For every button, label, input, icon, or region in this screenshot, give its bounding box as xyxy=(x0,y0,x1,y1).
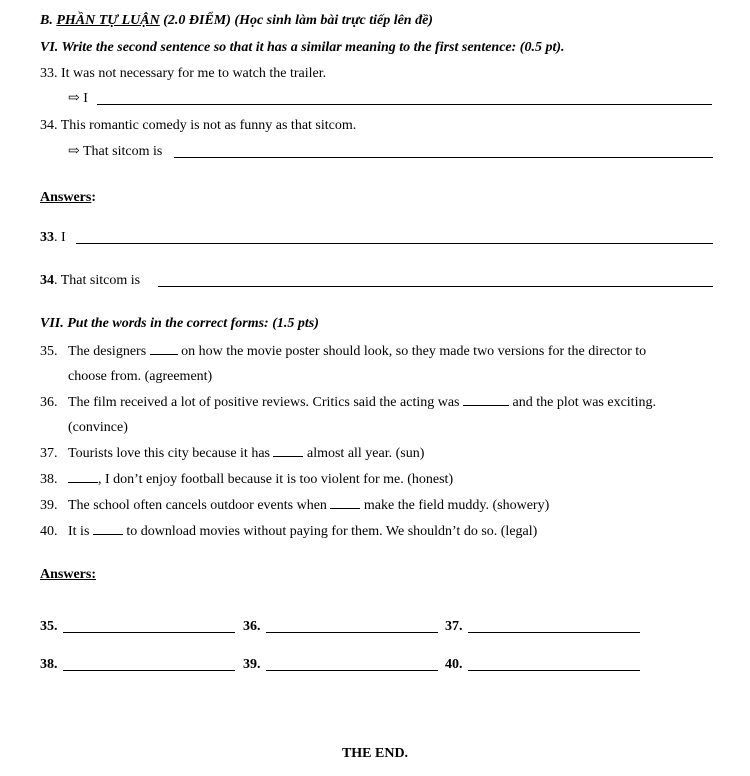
answer-blank-36[interactable] xyxy=(266,632,438,633)
answer-label-37: 37. xyxy=(445,619,463,634)
question-35: 35. The designers on how the movie poster should look, so they made two versions for the director to xyxy=(40,344,647,359)
blank-37[interactable] xyxy=(273,444,303,457)
blank-36[interactable] xyxy=(463,393,509,406)
question-33-rewrite: ⇨ I xyxy=(68,91,88,106)
question-36: 36. The film received a lot of positive reviews. Critics said the acting was and the plot was exciting. xyxy=(40,395,656,410)
answer-label-38: 38. xyxy=(40,657,58,672)
section-b-heading: B. PHẦN TỰ LUẬN (2.0 ĐIỂM) (Học sinh làm bài trực tiếp lên đề) xyxy=(40,13,433,28)
part-6-heading: VI. Write the second sentence so that it has a similar meaning to the first sentence: (0.5 pt). xyxy=(40,40,565,55)
the-end: THE END. xyxy=(341,746,409,761)
question-39: 39. The school often cancels outdoor events when make the field muddy. (showery) xyxy=(40,498,550,513)
question-34: 34. This romantic comedy is not as funny as that sitcom. xyxy=(40,118,357,133)
answer-blank-40[interactable] xyxy=(468,670,640,671)
question-40: 40. It is to download movies without paying for them. We shouldn’t do so. (legal) xyxy=(40,524,538,539)
question-33: 33. It was not necessary for me to watch the trailer. xyxy=(40,66,327,81)
answer-blank-39[interactable] xyxy=(266,670,438,671)
blank-35[interactable] xyxy=(150,342,178,355)
answer-label-40: 40. xyxy=(445,657,463,672)
answer-field-34[interactable] xyxy=(158,286,713,287)
answer-blank-35[interactable] xyxy=(63,632,235,633)
answer-label-35: 35. xyxy=(40,619,58,634)
answer-line-34[interactable] xyxy=(174,157,713,158)
question-34-rewrite: ⇨ That sitcom is xyxy=(68,144,163,159)
question-37: 37. Tourists love this city because it has almost all year. (sun) xyxy=(40,446,425,461)
answers-label-6: Answers: xyxy=(40,190,97,205)
answer-34: 34. That sitcom is xyxy=(40,273,141,288)
blank-40[interactable] xyxy=(93,522,123,535)
answer-label-36: 36. xyxy=(243,619,261,634)
answer-label-39: 39. xyxy=(243,657,261,672)
answer-field-33[interactable] xyxy=(76,243,713,244)
question-35-line2: choose from. (agreement) xyxy=(68,369,213,384)
answer-line-33[interactable] xyxy=(97,104,712,105)
answer-33: 33. I xyxy=(40,230,66,245)
arrow-right-icon: ⇨ xyxy=(68,144,80,159)
arrow-right-icon: ⇨ xyxy=(68,91,80,106)
blank-38[interactable] xyxy=(68,470,98,483)
question-38: 38. , I don’t enjoy football because it is too violent for me. (honest) xyxy=(40,472,454,487)
part-7-heading: VII. Put the words in the correct forms: (1.5 pts) xyxy=(40,316,319,331)
answer-blank-37[interactable] xyxy=(468,632,640,633)
answer-blank-38[interactable] xyxy=(63,670,235,671)
question-36-line2: (convince) xyxy=(68,420,128,435)
answers-label-7: Answers: xyxy=(40,567,96,582)
blank-39[interactable] xyxy=(330,496,360,509)
